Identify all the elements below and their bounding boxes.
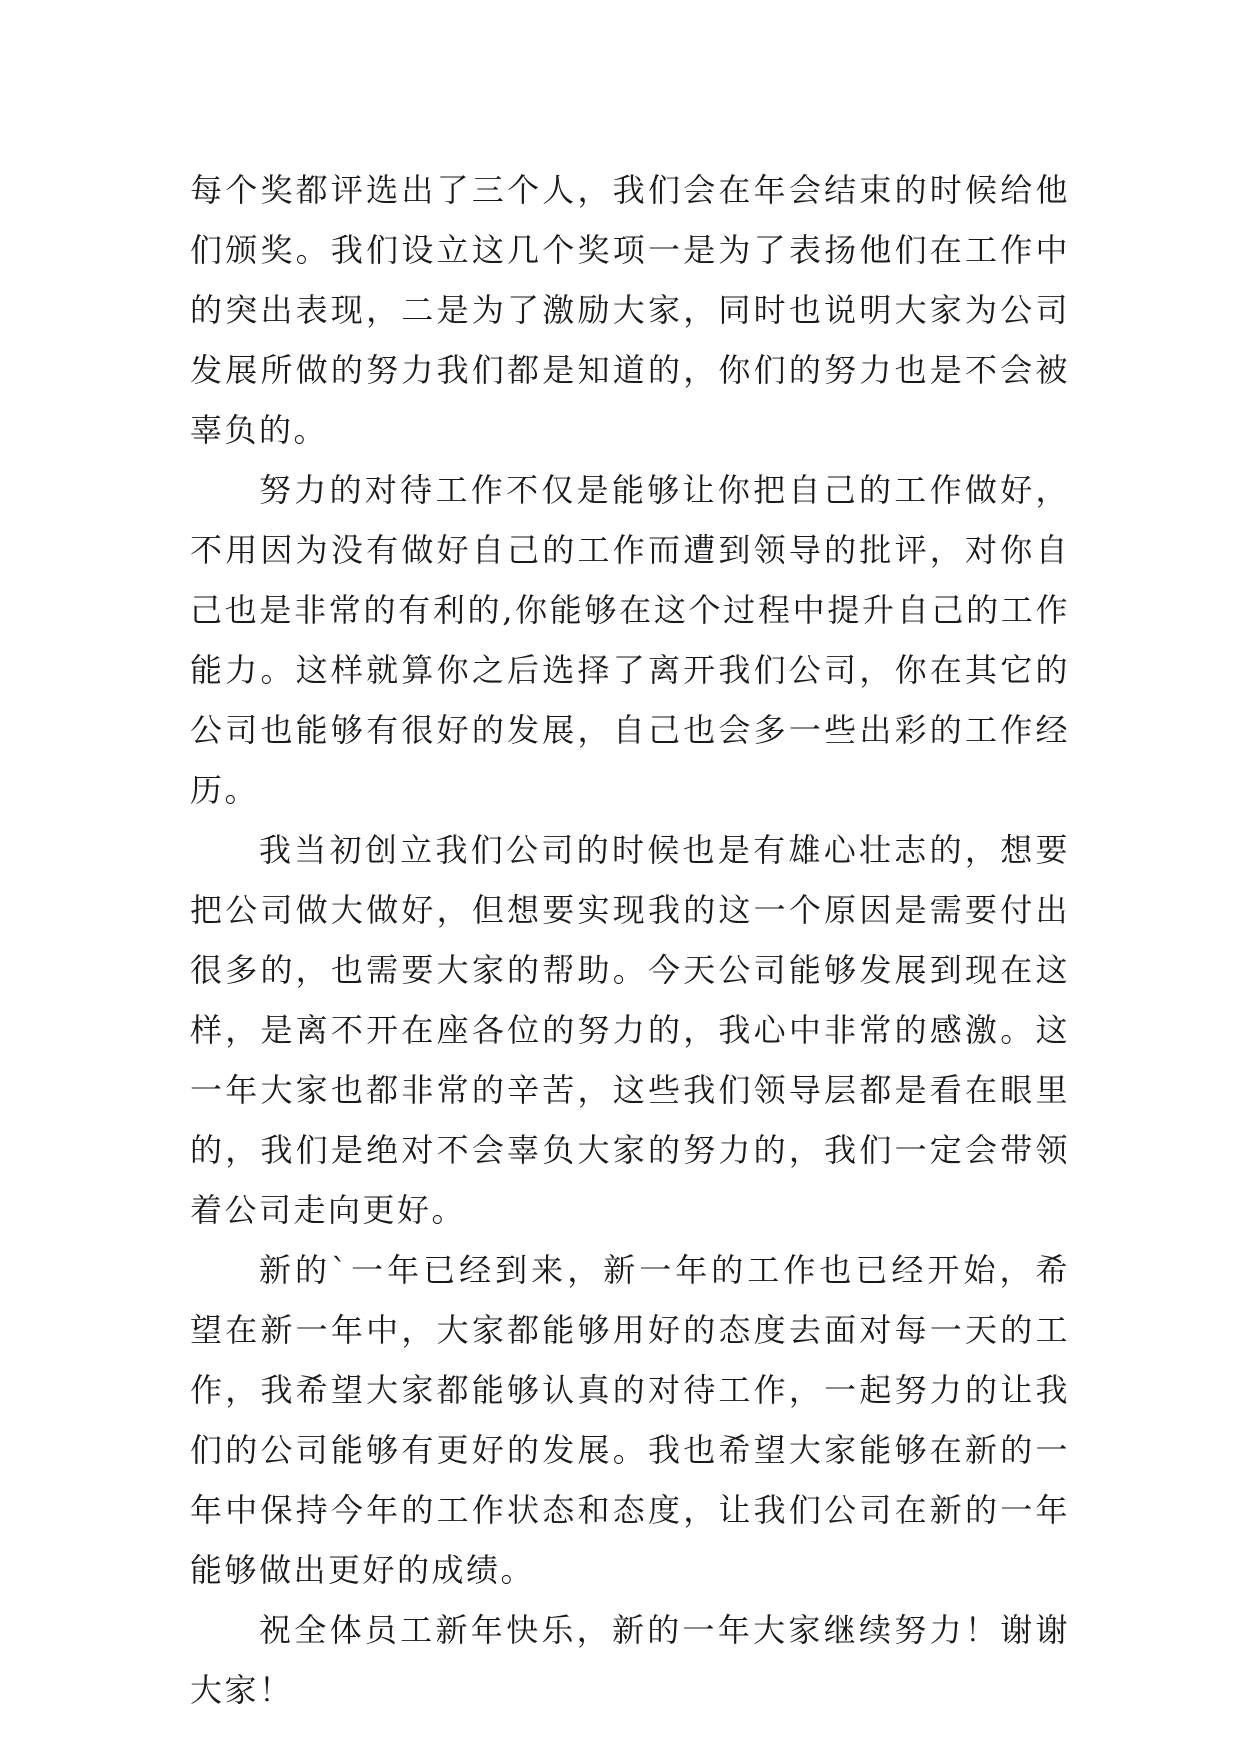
paragraph-awards: 每个奖都评选出了三个人，我们会在年会结束的时候给他们颁奖。我们设立这几个奖项一是为了表扬他们在工作中的突出表现，二是为了激励大家，同时也说明大家为公司发展所做的努力我们都是知道的，你们的努力也是不会被辜负的。 [190,171,1070,449]
paragraph-closing-wishes: 祝全体员工新年快乐，新的一年大家继续努力！谢谢大家！ [190,1611,1070,1709]
document-body [190,160,1070,1720]
paragraph-work-attitude: 努力的对待工作不仅是能够让你把自己的工作做好，不用因为没有做好自己的工作而遭到领导的批评，对你自己也是非常的有利的,你能够在这个过程中提升自己的工作能力。这样就算你之后选择了离开我们公司，你在其它的公司也能够有很好的发展，自己也会多一些出彩的工作经历。 [190,471,1070,809]
paragraph-new-year-hopes: 新的`一年已经到来，新一年的工作也已经开始，希望在新一年中，大家都能够用好的态度去面对每一天的工作，我希望大家都能够认真的对待工作，一起努力的让我们的公司能够有更好的发展。我也希望大家能够在新的一年中保持今年的工作状态和态度，让我们公司在新的一年能够做出更好的成绩。 [190,1251,1070,1589]
paragraph-company-founding: 我当初创立我们公司的时候也是有雄心壮志的，想要把公司做大做好，但想要实现我的这一个原因是需要付出很多的，也需要大家的帮助。今天公司能够发展到现在这样，是离不开在座各位的努力的，我心中非常的感激。这一年大家也都非常的辛苦，这些我们领导层都是看在眼里的，我们是绝对不会辜负大家的努力的，我们一定会带领着公司走向更好。 [190,831,1070,1229]
